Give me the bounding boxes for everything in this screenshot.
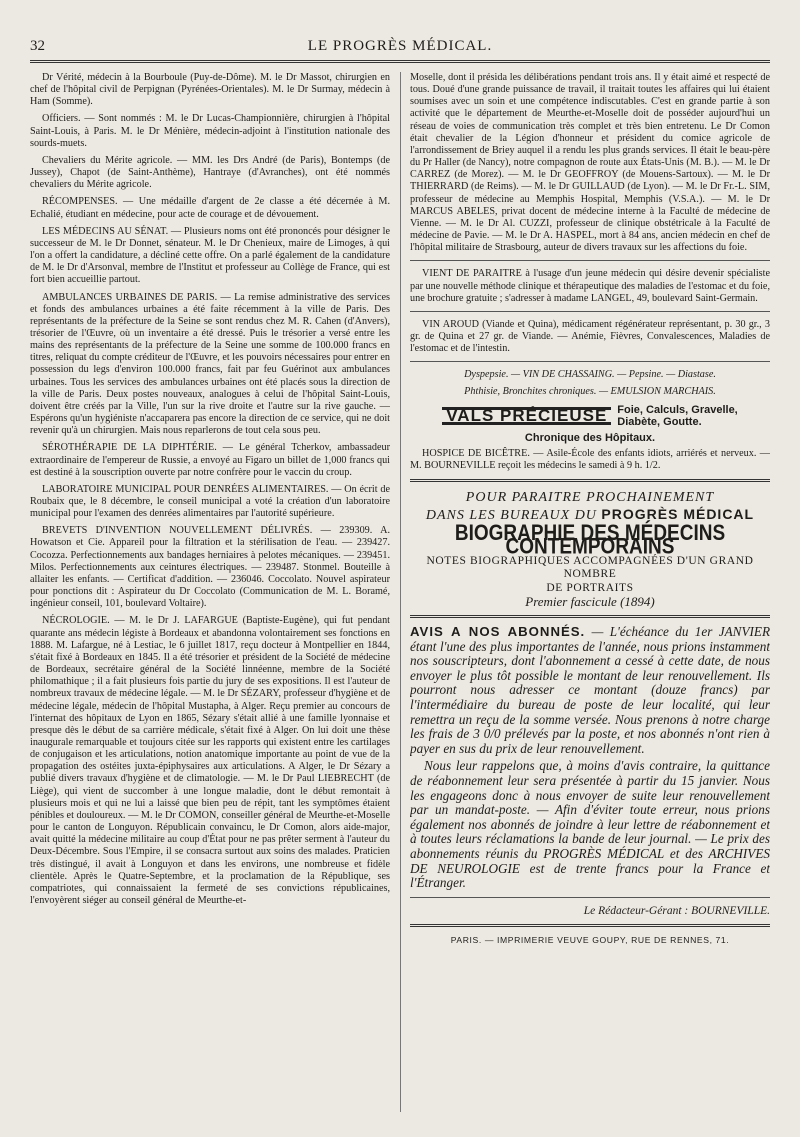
ad-vin-aroud: VIN AROUD (Viande et Quina), médicament régénérateur représentant, p. 30 gr., 3 gr. de Quina et 27 gr. de Viande. — Anémie, Fièvres, Convalescences, Maladies de l'estomac et de l'intestin. xyxy=(410,318,770,355)
avis-abonnes xyxy=(410,625,770,891)
biography-subtitle-2: DE PORTRAITS xyxy=(546,581,634,594)
header-rule xyxy=(30,60,770,63)
redacteur-gerant: Le Rédacteur-Gérant : BOURNEVILLE. xyxy=(583,904,770,917)
avis-paragraph-1 xyxy=(410,625,770,756)
biography-subtitle: NOTES BIOGRAPHIQUES ACCOMPAGNÉES D'UN GRAND NOMBRE xyxy=(426,555,754,580)
ad-dyspepsie: Dyspepsie. — VIN DE CHASSAING. — Pepsine. — Diastase. xyxy=(464,369,716,381)
chronique-title: Chronique des Hôpitaux. xyxy=(524,431,656,444)
page-number: 32 xyxy=(30,38,45,54)
paragraph: LABORATOIRE MUNICIPAL POUR DENRÉES ALIMENTAIRES. — On écrit de Roubaix que, le 8 décembre, le conseil municipal a voté la création d'un laboratoire municipal pour l'examen des denrées alimentaires par l'autorité supérieure. xyxy=(30,483,390,520)
divider xyxy=(410,479,770,482)
paragraph: Chevaliers du Mérite agricole. — MM. les Drs André (de Paris), Bontemps (de Jussey), Chapot (de Saint-Anthème), Hantraye (d'Avranches), ont été nommés chevaliers du Mérite agricole. xyxy=(30,154,390,191)
vals-line: Diabète, Goutte. xyxy=(617,415,702,428)
divider xyxy=(410,361,770,362)
right-column xyxy=(410,72,770,1092)
necrology-continued: Moselle, dont il présida les délibérations pendant trois ans. Il y était aimé et respecté de tous. Doué d'une grande puissance de travail, il traitait toutes les affaires qui lui étaient soumises avec un soin et une compétence indiscutables. C'est en grande partie à son activité que le département de Meurthe-et-Moselle doit de posséder aujourd'hui un réseau de voies de communication très complet et très bien entretenu. Le Dr Comon était chevalier de la Légion d'honneur et président du comice agricole de l'arrondissement de Briey auquel il a rendu les plus grands services. Il était le beau-père du Pr Haller (de Nancy), notre compagnon de route aux États-Unis (M. B.). — M. le Dr CARREZ (de Morez). — M. le Dr GEOFFROY (de Mouens-Sartoux). — M. le Dr THIERRARD (de Reims). — M. le Dr GUILLAUD (de Lyon). — M. le Dr Fr.-L. SIM, professeur de médecine au Memphis Hospital, Memphis (V.S.A.). — M. le Dr MARCUS ABELES, privat docent de médecine interne à la Faculté de médecine de Vienne. — M. le Dr Al. CUZZI, professeur de clinique obstétricale à la Faculté de médecine de Pavie. — M. le Dr A. HASPEL, mort à 84 ans, ancien médecin en chef de l'hôpital militaire de Strasbourg, auteur de divers travaux sur les affections du foie. xyxy=(410,72,770,254)
chronique-text: HOSPICE DE BICÊTRE. — Asile-École des enfants idiots, arriérés et nerveux. — M. BOURNEVILLE reçoit les médecins le samedi à 9 h. 1/2. xyxy=(410,447,770,471)
left-column xyxy=(30,72,390,1122)
vals-line: Foie, Calculs, Gravelle, xyxy=(617,403,738,416)
announce-prefix: DANS LES BUREAUX DU xyxy=(425,508,597,524)
paragraph: BREVETS D'INVENTION NOUVELLEMENT DÉLIVRÉS. — 239309. A. Howatson et Cie. Appareil pour la filtration et la stérilisation de l'eau. — 239427. Cocozza. Perfectionnements aux bandages herniaires à pelotes mécaniques. — 239451. Milos. Perfectionnements aux ceintures électriques. — 239487. Stonmel. Bouteille à allaiter les enfants. — Certificat d'addition. — 236046. Coccolato. Nouvel aspirateur pour ponctions dit : Aspirateur du Dr Coccolato (Communication de M. L. Boramé, ingénieur conseil, 101, boulevard Voltaire). xyxy=(30,525,390,610)
divider xyxy=(410,260,770,261)
divider xyxy=(410,615,770,618)
paragraph: SÉROTHÉRAPIE DE LA DIPHTÉRIE. — Le général Tcherkov, ambassadeur extraordinaire de l'empereur de Russie, a envoyé au Figaro un billet de 1,000 francs qui est destiné à la souscription ouverte par notre confrère pour le vaccin du croup. xyxy=(30,442,390,478)
biography-fascicule: Premier fascicule (1894) xyxy=(525,593,655,609)
avis-heading: AVIS A NOS ABONNÉS. xyxy=(410,624,586,639)
ad-phthisie: Phthisie, Bronchites chroniques. — EMULSION MARCHAIS. xyxy=(464,386,716,398)
page-header xyxy=(30,38,770,60)
divider xyxy=(410,311,770,312)
divider xyxy=(410,897,770,898)
vals-indications xyxy=(617,404,737,428)
announce-journal: PROGRÈS MÉDICAL xyxy=(601,506,755,523)
imprimerie-line: PARIS. — IMPRIMERIE VEUVE GOUPY, RUE DE RENNES, 71. xyxy=(450,934,730,945)
avis-text: — L'échéance du 1er JANVIER étant l'une des plus importantes de l'année, nous prions instamment nos souscripteurs, dont l'abonnement a cessé à cette date, de nous envoyer le plus tôt possible le montant de leur renouvellement. Ils pourront nous adresser ce montant (douze francs) par l'intermédiaire du bureau de poste de leur localité, qui leur remettra un reçu de la somme versée. Nous prenons à notre charge les frais de 3 0/0 prélevés par la poste, et nos abonnés n'ont rien à payer en sus du prix de leur renouvellement. xyxy=(410,624,770,756)
avis-paragraph-2: Nous leur rappelons que, à moins d'avis contraire, la quittance de réabonnement leur sera présentée à partir du 15 janvier. Nous les engageons donc à nous envoyer de suite leur renouvellement par un mandat-poste. — Afin d'éviter toute erreur, nous prions également nos abonnés de joindre à leur lettre de réabonnement et à toutes leurs réclamations la bande de leur journal. — Le prix des abonnements réunis du PROGRÈS MÉDICAL et des ARCHIVES DE NEUROLOGIE est de trente francs pour la France et l'Étranger. xyxy=(410,758,770,891)
biography-title: BIOGRAPHIE DES MÉDECINS CONTEMPORAINS xyxy=(454,521,726,560)
announce-line1: POUR PARAITRE PROCHAINEMENT xyxy=(465,490,715,506)
column-divider xyxy=(400,72,401,1112)
divider xyxy=(410,924,770,927)
paragraph: AMBULANCES URBAINES DE PARIS. — La remise administrative des services et fonds des ambulances urbaines a été faite récemment à la ville de Paris. Des représentants de la préfecture de la Seine se sont rendus chez M. R. Cahen (d'Anvers), trésorier de l'Œuvre, où un inventaire a été dressé. Puis le trésorier a versé entre les mains des représentants de la préfecture de la Seine une somme de 100.000 francs en titres, reliquat du compte créditeur de l'Œuvre, et les pouvoirs nécessaires pour entrer en possession du legs d'environ 100.000 francs, fait par feu Guérinot aux ambulances urbaines. Tous les services des ambulances urbaines ont été placés sous la direction de la ville de Paris. Deux postes nouveaux, analogues à celui de l'hôpital Saint-Louis, doivent être créés par la Ville, l'un sur la rive droite et l'autre sur la rive gauche. — Espérons qu'un hygiéniste n'accaparera pas encore la direction de ce service, qui ne doit revenir qu'à un chirurgien. Mais nous reparlerons de tout cela sous peu. xyxy=(30,291,390,437)
paragraph: RÉCOMPENSES. — Une médaille d'argent de 2e classe a été décernée à M. Echalié, étudiant en médecine, pour acte de courage et de dévouement. xyxy=(30,196,390,220)
vals-logo: VALS PRÉCIEUSE xyxy=(442,407,611,425)
paragraph: LES MÉDECINS AU SÉNAT. — Plusieurs noms ont été prononcés pour désigner le successeur de M. le Dr Donnet, sénateur. M. le Dr Chenieux, maire de Limoges, à qui l'on a offert la candidature, a décliné cette offre. On a parlé également de la candidature de M. le Dr d'Arsonval, membre de l'Institut et professeur au Collège de France, qui est fort bien accueillie partout. xyxy=(30,225,390,286)
paragraph: Officiers. — Sont nommés : M. le Dr Lucas-Championnière, chirurgien à l'hôpital Saint-Louis, à Paris. M. le Dr Ménière, médecin-adjoint à l'institution nationale des sourds-muets. xyxy=(30,113,390,149)
paragraph: NÉCROLOGIE. — M. le Dr J. LAFARGUE (Baptiste-Eugène), qui fut pendant quarante ans médecin légiste à Bordeaux et abandonna volontairement ses fonctions en 1888. M. Lafargue, né à Lestiac, le 6 juillet 1817, reçu docteur à Montpellier en 1844, s'était fixé à Bordeaux en 1845. Il a été trésorier et président de la Société de médecine de Bordeaux, secrétaire général de la Société linnéenne, membre de la Société philomathique ; il a fait plusieurs fois partie du jury de ses expositions. Il est l'auteur de nombreux travaux de médecine légale. — M. le Dr SÉZARY, professeur d'hygiène et de médecine légale, médecin de l'hôpital Mustapha, à Alger. Reçu premier au concours de l'internat des hôpitaux de Lyon en 1865, Sézary s'était allié à une famille lyonnaise et presque dès le début de sa carrière médicale, s'était fixé à Alger. On lui doit une thèse inaugurale remarquable et toujours citée sur les rapports qui existent entre les cartilages de conjugaison et les articulations, notion anatomique importante au point de vue de la propagation des ostéites juxta-épiphysaires aux articulations. A Alger, le Dr Sézary a publié divers travaux d'hygiène et de climatologie. — M. le Dr Paul LIEBRECHT (de Liège), qui vient de succomber à une longue maladie, dont le début remontait à plusieurs mois et qui ne lui a laissé que bien peu de répit, tant les symptômes étaient pénibles et douloureux. — M. le Dr COMON, conseiller général de Meurthe-et-Moselle pour le canton de Longuyon. Républicain convaincu, le Dr Comon, alors aide-major, avait quitté la médecine militaire au coup d'État pour ne pas prêter serment à l'auteur du Deux-Décembre. Sous l'Empire, il se consacra surtout aux soins des malades. Praticien très distingué, il avait à Longuyon et dans les environs, une nombreuse et fidèle clientèle. Après le Quatre-Septembre, et la proclamation de la République, ses compatriotes, qui connaissaient la fermeté de ses convictions républicaines, l'envoyèrent siéger au conseil général de Meurthe-et- xyxy=(30,615,390,906)
ad-vient-de-paraitre: VIENT DE PARAITRE à l'usage d'un jeune médecin qui désire devenir spécialiste par une nouvelle méthode clinique et thérapeutique des maladies de l'estomac et du foie, une brochure gratuite ; s'adresser à madame LANGEL, 49, boulevard Saint-Germain. xyxy=(410,268,770,304)
journal-title: LE PROGRÈS MÉDICAL. xyxy=(307,38,493,54)
ad-vals xyxy=(410,404,770,428)
paragraph: Dr Vérité, médecin à la Bourboule (Puy-de-Dôme). M. le Dr Massot, chirurgien en chef de l'hôpital civil de Perpignan (Pyrénées-Orientales). M. le Dr Surmay, médecin à Ham (Somme). xyxy=(30,72,390,108)
